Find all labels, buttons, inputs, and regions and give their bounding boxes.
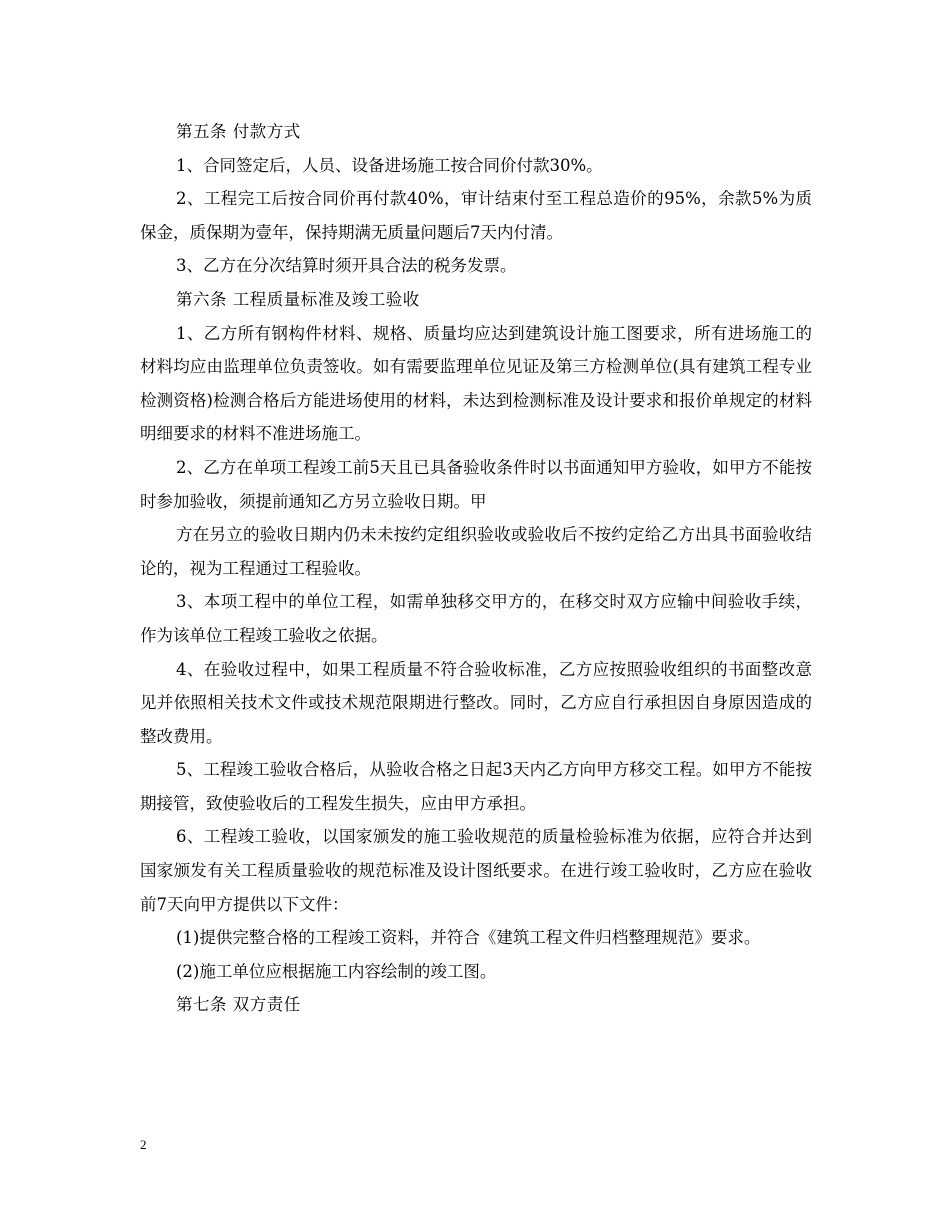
paragraph-5-2: 2、工程完工后按合同价再付款40%，审计结束付至工程总造价的95%，余款5%为质保金，质保期为壹年，保持期满无质量问题后7天内付清。 xyxy=(140,189,812,242)
paragraph-6-5: 5、工程竣工验收合格后，从验收合格之日起3天内乙方向甲方移交工程。如甲方不能按期接管，致使验收后的工程发生损失，应由甲方承担。 xyxy=(140,760,812,813)
paragraph-6-6-item-1: (1)提供完整合格的工程竣工资料，并符合《建筑工程文件归档整理规范》要求。 xyxy=(176,928,761,948)
paragraph-6-4: 4、在验收过程中，如果工程质量不符合验收标准，乙方应按照验收组织的书面整改意见并依照相关技术文件或技术规范限期进行整改。同时，乙方应自行承担因自身原因造成的整改费用。 xyxy=(140,659,812,746)
document-body xyxy=(140,115,812,1022)
paragraph-6-1: 1、乙方所有钢构件材料、规格、质量均应达到建筑设计施工图要求，所有进场施工的材料均应由监理单位负责签收。如有需要监理单位见证及第三方检测单位(具有建筑工程专业检测资格)检测合格后方能进场使用的材料，未达到检测标准及设计要求和报价单规定的材料明细要求的材料不准进场施工。 xyxy=(140,323,812,444)
page-number: 2 xyxy=(140,1137,147,1152)
section-heading-article-6: 第六条 工程质量标准及竣工验收 xyxy=(176,289,420,309)
paragraph-5-3: 3、乙方在分次结算时须开具合法的税务发票。 xyxy=(176,256,517,276)
paragraph-6-2-continued: 方在另立的验收日期内仍未未按约定组织验收或验收后不按约定给乙方出具书面验收结论的，视为工程通过工程验收。 xyxy=(140,525,812,578)
paragraph-6-6: 6、工程竣工验收，以国家颁发的施工验收规范的质量检验标准为依据，应符合并达到国家颁发有关工程质量验收的规范标准及设计图纸要求。在进行竣工验收时，乙方应在验收前7天向甲方提供以下文件： xyxy=(140,827,812,914)
section-heading-article-5: 第五条 付款方式 xyxy=(176,122,301,141)
paragraph-6-3: 3、本项工程中的单位工程，如需单独移交甲方的，在移交时双方应输中间验收手续，作为该单位工程竣工验收之依据。 xyxy=(140,592,812,645)
paragraph-6-6-item-2: (2)施工单位应根据施工内容绘制的竣工图。 xyxy=(176,961,497,981)
section-heading-article-7: 第七条 双方责任 xyxy=(176,995,301,1015)
paragraph-5-1: 1、合同签定后，人员、设备进场施工按合同价付款30%。 xyxy=(176,155,603,175)
paragraph-6-2: 2、乙方在单项工程竣工前5天且已具备验收条件时以书面通知甲方验收，如甲方不能按时参加验收，须提前通知乙方另立验收日期。甲 xyxy=(140,457,812,511)
